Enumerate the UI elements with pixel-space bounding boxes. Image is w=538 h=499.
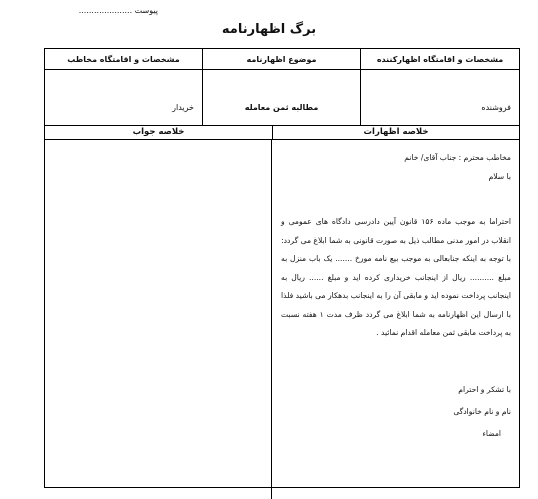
closing-text: با تشکر و احترام — [458, 384, 511, 394]
greeting-text: با سلام — [488, 171, 511, 181]
header-statements: خلاصه اظهارات — [272, 125, 519, 139]
value-declarant: فروشنده — [360, 69, 519, 125]
value-addressee: خریدار — [172, 103, 194, 112]
top-header-area — [0, 2, 538, 16]
statement-body — [273, 139, 519, 445]
header-subject: موضوع اظهارنامه — [202, 49, 360, 69]
declaration-form — [44, 48, 520, 488]
table-values-row — [45, 69, 519, 126]
paragraph-claim: با توجه به اینکه جنابعالی به موجب بیع نامه مورخ ....... یک باب منزل به مبلغ .......... ریال از اینجانب خریداری کرده اید و مبلغ ...... ریال به اینجانب پرداخت نموده اید و مابقی آن را به اینجانب بدهکار می باشید فلذا با ارسال این اظهارنامه به شما ابلاغ می گردد ظرف مدت ۱ هفته نسبت به پرداخت مابقی ثمن معامله اقدام نمائید . — [281, 254, 511, 337]
header-response: خلاصه جواب — [132, 127, 185, 137]
page-title: برگ اظهارنامه — [221, 22, 317, 37]
value-subject: مطالبه ثمن معامله — [202, 69, 360, 125]
paragraph-legal-notice: احتراما به موجب ماده ۱۵۶ قانون آیین دادرسی دادگاه های عمومی و انقلاب در امور مدنی مطالب ذیل به صورت قانونی به شما ابلاغ می گردد: — [281, 217, 511, 245]
table-header-row — [45, 49, 519, 70]
column-divider — [271, 139, 272, 499]
header-declarant: مشخصات و اقامتگاه اظهارکننده — [360, 49, 519, 69]
attachment-label: پیوست ..................... — [78, 6, 158, 15]
name-line: نام و نام خانوادگی — [453, 406, 511, 416]
header-addressee: مشخصات و اقامتگاه مخاطب — [67, 54, 180, 64]
signature-label: امضاء — [482, 428, 501, 438]
salutation-text: مخاطب محترم : جناب آقای/ خانم — [404, 153, 511, 162]
signature-block — [281, 379, 511, 445]
summary-header-row — [45, 125, 519, 140]
